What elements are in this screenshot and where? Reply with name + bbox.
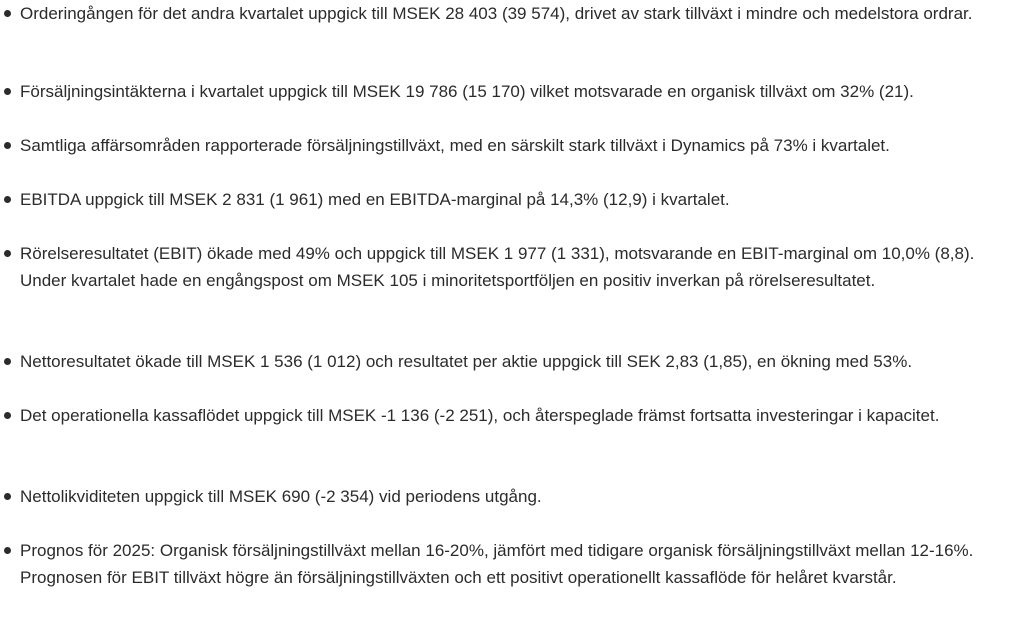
- bullet-icon: [4, 250, 11, 257]
- bullet-text: Rörelseresultatet (EBIT) ökade med 49% och uppgick till MSEK 1 977 (1 331), motsvarande en EBIT-marginal om 10,0% (8,8). Under kvartalet hade en engångspost om MSEK 105 i minoritetsportföljen en positiv inverkan på rörelseresultatet.: [20, 244, 975, 290]
- bullet-icon: [4, 196, 11, 203]
- bullet-text: Prognos för 2025: Organisk försäljningstillväxt mellan 16-20%, jämfört med tidigare organisk försäljningstillväxt mellan 12-16%. Prognosen för EBIT tillväxt högre än försäljningstillväxten och ett positivt operationellt kassaflöde för helåret kvarstår.: [20, 541, 974, 587]
- bullet-item-sales-revenue: [0, 78, 1024, 105]
- bullet-icon: [4, 88, 11, 95]
- bullet-item-order-intake: [0, 0, 1024, 27]
- bullet-item-net-result: [0, 348, 1024, 375]
- bullet-icon: [4, 358, 11, 365]
- bullet-text: Samtliga affärsområden rapporterade försäljningstillväxt, med en särskilt stark tillväxt i Dynamics på 73% i kvartalet.: [20, 136, 890, 155]
- bullet-icon: [4, 547, 11, 554]
- bullet-text: Nettolikviditeten uppgick till MSEK 690 (-2 354) vid periodens utgång.: [20, 487, 542, 506]
- bullet-icon: [4, 493, 11, 500]
- bullet-icon: [4, 142, 11, 149]
- bullet-item-ebitda: [0, 186, 1024, 213]
- bullet-text: EBITDA uppgick till MSEK 2 831 (1 961) med en EBITDA-marginal på 14,3% (12,9) i kvartalet.: [20, 190, 730, 209]
- bullet-text: Nettoresultatet ökade till MSEK 1 536 (1 012) och resultatet per aktie uppgick till SEK 2,83 (1,85), en ökning med 53%.: [20, 352, 913, 371]
- bullet-text: Försäljningsintäkterna i kvartalet uppgick till MSEK 19 786 (15 170) vilket motsvarade en organisk tillväxt om 32% (21).: [20, 82, 914, 101]
- bullet-item-business-areas: [0, 132, 1024, 159]
- bullet-text: Orderingången för det andra kvartalet uppgick till MSEK 28 403 (39 574), drivet av stark tillväxt i mindre och medelstora ordrar.: [20, 4, 973, 23]
- bullet-item-forecast: [0, 537, 1024, 591]
- bullet-icon: [4, 10, 11, 17]
- bullet-item-operating-cash-flow: [0, 402, 1024, 429]
- bullet-item-ebit: [0, 240, 1024, 294]
- bullet-icon: [4, 412, 11, 419]
- bullet-item-net-liquidity: [0, 483, 1024, 510]
- bullet-text: Det operationella kassaflödet uppgick till MSEK -1 136 (-2 251), och återspeglade främst fortsatta investeringar i kapacitet.: [20, 406, 940, 425]
